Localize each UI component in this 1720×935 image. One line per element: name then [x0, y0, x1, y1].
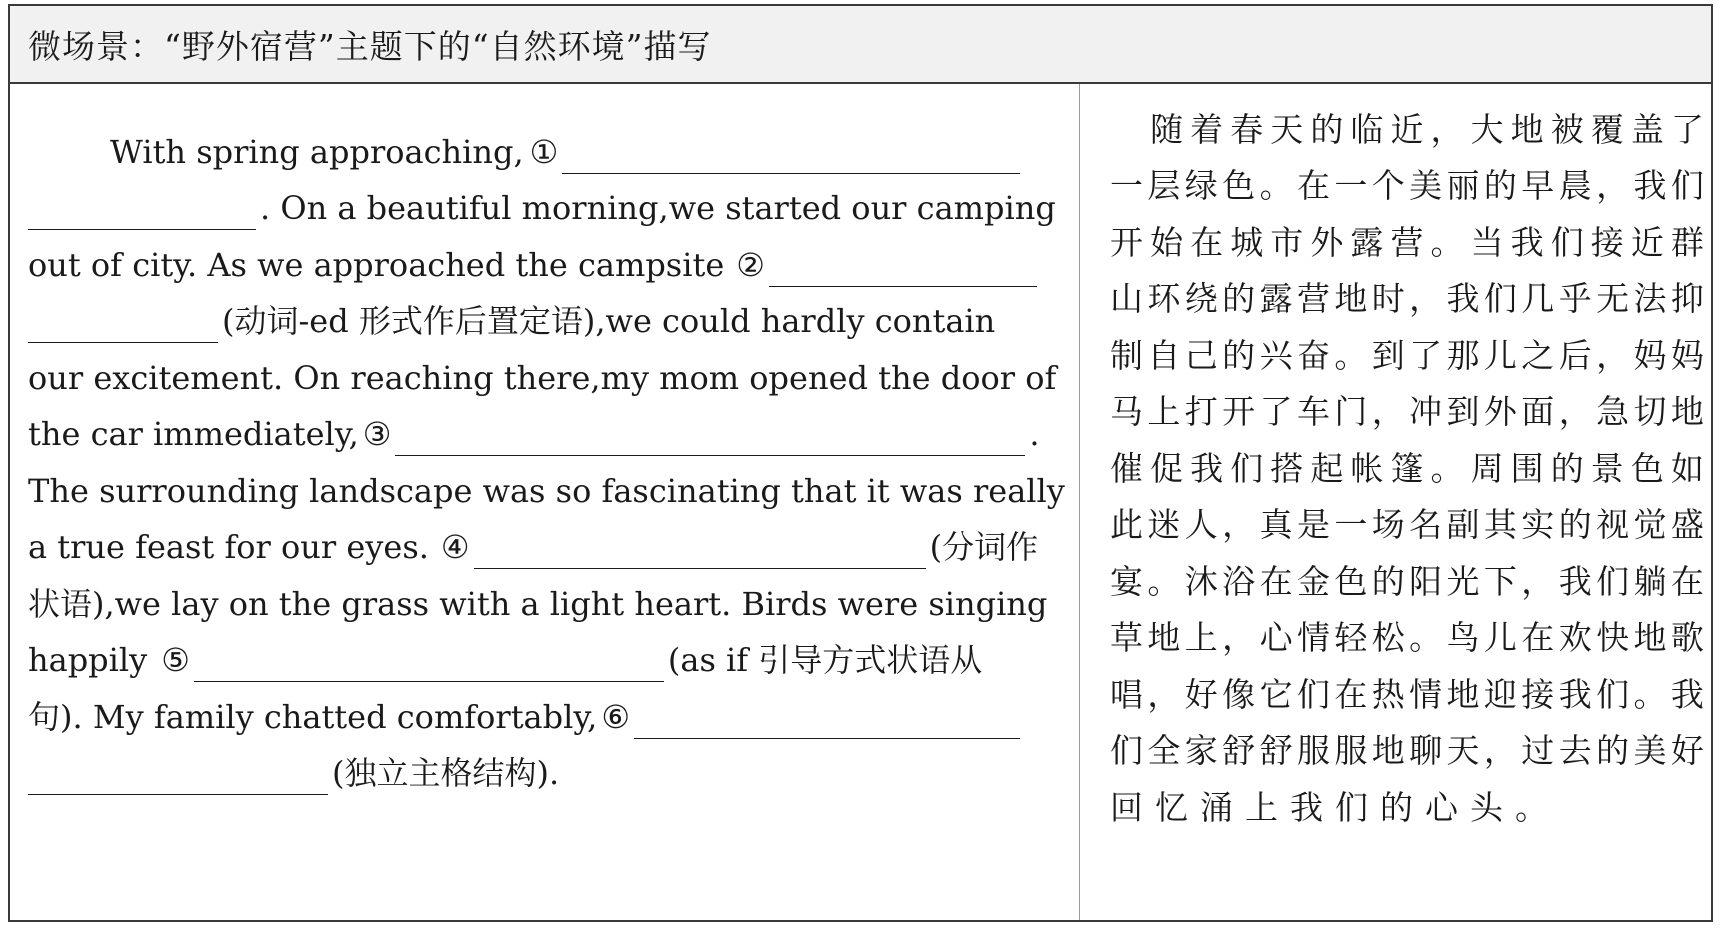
- passage-text: our excitement. On reaching there,my mom opened the door of: [28, 359, 1057, 397]
- blank-number-5: ⑤: [161, 641, 190, 679]
- chinese-line: 制 自 己 的 兴 奋 。 到 了 那 儿 之 后 ， 妈 妈: [1110, 336, 1704, 375]
- answer-blank-1[interactable]: [562, 139, 1020, 174]
- passage-line: [28, 638, 1070, 682]
- passage-text: 句). My family chatted comfortably,: [28, 698, 598, 736]
- section-title-bar: [10, 6, 1711, 84]
- chinese-line: 宴 。 沐 浴 在 金 色 的 阳 光 下 ， 我 们 躺 在: [1110, 562, 1704, 601]
- chinese-line: 马 上 打 开 了 车 门 ， 冲 到 外 面 ， 急 切 地: [1110, 392, 1704, 431]
- blank-number-2: ②: [736, 246, 765, 284]
- passage-text: (动词-ed 形式作后置定语),we could hardly contain: [222, 302, 996, 340]
- chinese-line: 一 层 绿 色 。 在 一 个 美 丽 的 早 晨 ， 我 们: [1110, 166, 1704, 205]
- chinese-line: 唱 ， 好 像 它 们 在 热 情 地 迎 接 我 们 。 我: [1110, 675, 1704, 714]
- passage-line: [28, 751, 1070, 795]
- section-title: 微场景：“野外宿营”主题下的“自然环境”描写: [28, 26, 712, 66]
- chinese-line: 回 忆 涌 上 我 们 的 心 头 。: [1110, 788, 1560, 827]
- passage-line: [28, 243, 1070, 287]
- answer-blank-2-cont[interactable]: [28, 308, 218, 343]
- passage-text: .: [1029, 415, 1040, 453]
- chinese-line: 草 地 上 ， 心 情 轻 松 。 鸟 儿 在 欢 快 地 歌: [1110, 618, 1704, 657]
- passage-line: [28, 469, 1070, 513]
- chinese-line: 山 环 绕 的 露 营 地 时 ， 我 们 几 乎 无 法 抑: [1110, 279, 1704, 318]
- passage-line: [110, 130, 1070, 174]
- passage-text: happily: [28, 641, 148, 679]
- passage-line: [28, 186, 1070, 230]
- passage-line: [28, 525, 1070, 569]
- passage-text: out of city. As we approached the campsite: [28, 246, 725, 284]
- passage-line: [28, 356, 1070, 400]
- passage-text: . On a beautiful morning,we started our camping: [260, 189, 1056, 227]
- chinese-passage: [1080, 84, 1711, 920]
- passage-text: The surrounding landscape was so fascinating that it was really: [28, 472, 1065, 510]
- chinese-line: 此 迷 人 ， 真 是 一 场 名 副 其 实 的 视 觉 盛: [1110, 505, 1704, 544]
- english-passage: [10, 84, 1080, 920]
- exercise-box: [8, 4, 1713, 922]
- answer-blank-2[interactable]: [769, 252, 1037, 287]
- chinese-line: 开 始 在 城 市 外 露 营 。 当 我 们 接 近 群: [1110, 223, 1704, 262]
- passage-text: (独立主格结构).: [332, 754, 560, 792]
- passage-line: [28, 695, 1070, 739]
- passage-text: the car immediately,: [28, 415, 359, 453]
- answer-blank-6[interactable]: [634, 704, 1020, 739]
- answer-blank-3[interactable]: [395, 421, 1025, 456]
- passage-line: [28, 412, 1070, 456]
- answer-blank-5[interactable]: [194, 647, 664, 682]
- blank-number-3: ③: [362, 415, 392, 453]
- chinese-line: 随 着 春 天 的 临 近 ， 大 地 被 覆 盖 了: [1150, 110, 1704, 149]
- answer-blank-6-cont[interactable]: [28, 760, 328, 795]
- blank-number-4: ④: [440, 528, 470, 566]
- chinese-line: 催 促 我 们 搭 起 帐 篷 。 周 围 的 景 色 如: [1110, 449, 1704, 488]
- answer-blank-1-cont[interactable]: [28, 195, 256, 230]
- passage-line: [28, 582, 1070, 626]
- blank-number-1: ①: [529, 133, 559, 171]
- answer-blank-4[interactable]: [474, 534, 926, 569]
- passage-text: a true feast for our eyes.: [28, 528, 429, 566]
- chinese-line: 们 全 家 舒 舒 服 服 地 聊 天 ， 过 去 的 美 好: [1110, 731, 1704, 770]
- passage-text: (as if 引导方式状语从: [667, 641, 983, 679]
- passage-text: (分词作: [929, 528, 1039, 566]
- passage-text: 状语),we lay on the grass with a light heart. Birds were singing: [28, 585, 1048, 623]
- passage-text: With spring approaching,: [110, 133, 524, 171]
- blank-number-6: ⑥: [601, 698, 631, 736]
- passage-line: [28, 299, 1070, 343]
